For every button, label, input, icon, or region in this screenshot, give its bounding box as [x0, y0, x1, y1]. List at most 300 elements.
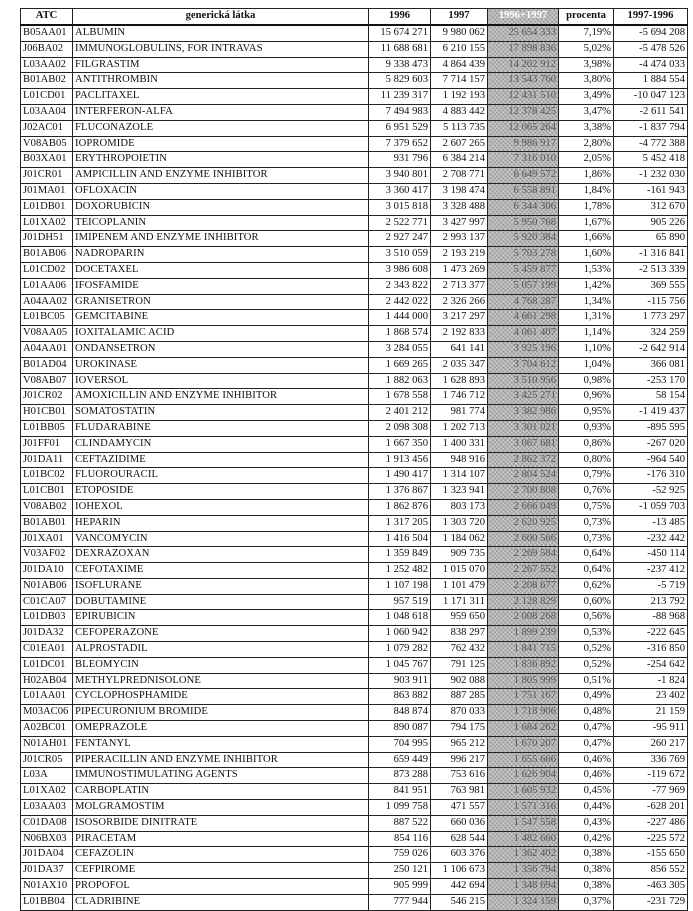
- cell-atc-code: J01DH51: [21, 231, 73, 247]
- table-row: [21, 183, 688, 199]
- cell-generic-name: MOLGRAMOSTIM: [73, 800, 369, 816]
- table-row: [21, 784, 688, 800]
- cell-generic-name: ISOFLURANE: [73, 578, 369, 594]
- cell-1996: 1 868 574: [369, 326, 431, 342]
- cell-difference: -267 020: [614, 436, 688, 452]
- cell-sum: 1 348 694: [488, 879, 559, 895]
- cell-generic-name: IOPROMIDE: [73, 136, 369, 152]
- table-row: [21, 594, 688, 610]
- table-row: [21, 373, 688, 389]
- table-row: [21, 800, 688, 816]
- cell-sum: 3 425 271: [488, 389, 559, 405]
- cell-sum: 1 805 999: [488, 673, 559, 689]
- cell-generic-name: EPIRUBICIN: [73, 610, 369, 626]
- cell-atc-code: N01AX10: [21, 879, 73, 895]
- cell-1997: 1 106 673: [431, 863, 488, 879]
- cell-generic-name: AMPICILLIN AND ENZYME INHIBITOR: [73, 168, 369, 184]
- table-row: [21, 389, 688, 405]
- cell-generic-name: ANTITHROMBIN: [73, 73, 369, 89]
- cell-percent: 0,44%: [559, 800, 614, 816]
- cell-atc-code: L03AA03: [21, 800, 73, 816]
- cell-1997: 1 746 712: [431, 389, 488, 405]
- cell-percent: 0,42%: [559, 831, 614, 847]
- table-row: [21, 452, 688, 468]
- cell-1997: 6 210 155: [431, 41, 488, 57]
- cell-1996: 903 911: [369, 673, 431, 689]
- table-row: [21, 815, 688, 831]
- cell-difference: -231 729: [614, 894, 688, 910]
- cell-percent: 0,52%: [559, 642, 614, 658]
- cell-1997: 753 616: [431, 768, 488, 784]
- cell-1996: 1 667 350: [369, 436, 431, 452]
- cell-1997: 791 125: [431, 657, 488, 673]
- cell-percent: 0,52%: [559, 657, 614, 673]
- cell-sum: 1 684 262: [488, 721, 559, 737]
- cell-generic-name: ALBUMIN: [73, 25, 369, 41]
- cell-difference: -1 059 703: [614, 499, 688, 515]
- cell-percent: 5,02%: [559, 41, 614, 57]
- cell-atc-code: L01AA01: [21, 689, 73, 705]
- table-row: [21, 657, 688, 673]
- cell-1997: 909 735: [431, 547, 488, 563]
- cell-atc-code: L01DC01: [21, 657, 73, 673]
- cell-1997: 948 916: [431, 452, 488, 468]
- cell-generic-name: DOCETAXEL: [73, 262, 369, 278]
- cell-percent: 0,98%: [559, 373, 614, 389]
- table-row: [21, 484, 688, 500]
- cell-sum: 2 208 677: [488, 578, 559, 594]
- table-row: [21, 894, 688, 910]
- table-row: [21, 468, 688, 484]
- cell-atc-code: J01XA01: [21, 531, 73, 547]
- table-row: [21, 341, 688, 357]
- cell-1997: 4 883 442: [431, 104, 488, 120]
- cell-percent: 3,49%: [559, 89, 614, 105]
- cell-1997: 1 184 062: [431, 531, 488, 547]
- cell-1996: 1 669 265: [369, 357, 431, 373]
- cell-1996: 1 862 876: [369, 499, 431, 515]
- cell-percent: 1,53%: [559, 262, 614, 278]
- cell-percent: 1,04%: [559, 357, 614, 373]
- cell-difference: -895 595: [614, 420, 688, 436]
- cell-1996: 704 995: [369, 736, 431, 752]
- cell-sum: 2 804 524: [488, 468, 559, 484]
- cell-difference: -225 572: [614, 831, 688, 847]
- cell-sum: 1 655 666: [488, 752, 559, 768]
- cell-1997: 2 713 377: [431, 278, 488, 294]
- cell-percent: 0,75%: [559, 499, 614, 515]
- cell-1997: 803 173: [431, 499, 488, 515]
- cell-percent: 0,43%: [559, 815, 614, 831]
- cell-1996: 759 026: [369, 847, 431, 863]
- cell-difference: -1 232 030: [614, 168, 688, 184]
- cell-atc-code: A04AA01: [21, 341, 73, 357]
- cell-percent: 1,34%: [559, 294, 614, 310]
- table-row: [21, 673, 688, 689]
- cell-percent: 1,78%: [559, 199, 614, 215]
- cell-generic-name: CYCLOPHOSPHAMIDE: [73, 689, 369, 705]
- cell-percent: 2,80%: [559, 136, 614, 152]
- cell-difference: 5 452 418: [614, 152, 688, 168]
- cell-1996: 3 360 417: [369, 183, 431, 199]
- cell-sum: 3 925 196: [488, 341, 559, 357]
- table-row: [21, 247, 688, 263]
- cell-atc-code: L03A: [21, 768, 73, 784]
- cell-difference: -5 694 208: [614, 25, 688, 41]
- cell-sum: 14 202 912: [488, 57, 559, 73]
- cell-sum: 2 128 829: [488, 594, 559, 610]
- cell-1996: 841 951: [369, 784, 431, 800]
- cell-percent: 0,73%: [559, 515, 614, 531]
- cell-generic-name: CLINDAMYCIN: [73, 436, 369, 452]
- table-row: [21, 626, 688, 642]
- cell-atc-code: V08AB05: [21, 136, 73, 152]
- cell-sum: 3 704 612: [488, 357, 559, 373]
- cell-1996: 3 986 608: [369, 262, 431, 278]
- cell-difference: -1 824: [614, 673, 688, 689]
- cell-generic-name: OFLOXACIN: [73, 183, 369, 199]
- cell-atc-code: B01AB06: [21, 247, 73, 263]
- cell-atc-code: J02AC01: [21, 120, 73, 136]
- cell-atc-code: B03XA01: [21, 152, 73, 168]
- cell-1996: 1 252 482: [369, 563, 431, 579]
- cell-1996: 3 510 059: [369, 247, 431, 263]
- cell-sum: 1 605 932: [488, 784, 559, 800]
- cell-atc-code: V08AB02: [21, 499, 73, 515]
- table-row: [21, 863, 688, 879]
- table-row: [21, 436, 688, 452]
- cell-atc-code: L01XA02: [21, 215, 73, 231]
- cell-1997: 2 326 266: [431, 294, 488, 310]
- cell-1997: 1 473 269: [431, 262, 488, 278]
- cell-sum: 2 862 372: [488, 452, 559, 468]
- cell-1996: 2 343 822: [369, 278, 431, 294]
- cell-difference: -628 201: [614, 800, 688, 816]
- cell-atc-code: M03AC06: [21, 705, 73, 721]
- cell-1996: 873 288: [369, 768, 431, 784]
- cell-1997: 2 708 771: [431, 168, 488, 184]
- cell-percent: 1,86%: [559, 168, 614, 184]
- cell-atc-code: L01AA06: [21, 278, 73, 294]
- cell-sum: 17 898 836: [488, 41, 559, 57]
- cell-sum: 1 751 167: [488, 689, 559, 705]
- cell-generic-name: IOXITALAMIC ACID: [73, 326, 369, 342]
- cell-1997: 1 015 070: [431, 563, 488, 579]
- cell-generic-name: BLEOMYCIN: [73, 657, 369, 673]
- cell-atc-code: A02BC01: [21, 721, 73, 737]
- cell-1997: 1 323 941: [431, 484, 488, 500]
- cell-generic-name: NADROPARIN: [73, 247, 369, 263]
- cell-percent: 0,46%: [559, 752, 614, 768]
- cell-sum: 2 269 584: [488, 547, 559, 563]
- cell-atc-code: J06BA02: [21, 41, 73, 57]
- cell-1996: 931 796: [369, 152, 431, 168]
- cell-generic-name: ONDANSETRON: [73, 341, 369, 357]
- cell-sum: 1 356 794: [488, 863, 559, 879]
- cell-generic-name: ALPROSTADIL: [73, 642, 369, 658]
- cell-percent: 0,62%: [559, 578, 614, 594]
- cell-percent: 3,98%: [559, 57, 614, 73]
- cell-difference: 366 081: [614, 357, 688, 373]
- cell-sum: 4 061 407: [488, 326, 559, 342]
- cell-generic-name: PROPOFOL: [73, 879, 369, 895]
- cell-atc-code: N06BX03: [21, 831, 73, 847]
- cell-1997: 628 544: [431, 831, 488, 847]
- cell-percent: 1,84%: [559, 183, 614, 199]
- cell-difference: -95 911: [614, 721, 688, 737]
- cell-percent: 0,38%: [559, 847, 614, 863]
- cell-difference: -88 968: [614, 610, 688, 626]
- cell-difference: -176 310: [614, 468, 688, 484]
- cell-atc-code: J01DA32: [21, 626, 73, 642]
- cell-generic-name: GRANISETRON: [73, 294, 369, 310]
- cell-atc-code: V08AA05: [21, 326, 73, 342]
- table-row: [21, 405, 688, 421]
- cell-1996: 659 449: [369, 752, 431, 768]
- cell-difference: -463 305: [614, 879, 688, 895]
- cell-percent: 0,45%: [559, 784, 614, 800]
- cell-generic-name: IOHEXOL: [73, 499, 369, 515]
- cell-1996: 863 882: [369, 689, 431, 705]
- table-row: [21, 705, 688, 721]
- cell-atc-code: L03AA02: [21, 57, 73, 73]
- cell-difference: 369 555: [614, 278, 688, 294]
- cell-sum: 1 841 715: [488, 642, 559, 658]
- cell-atc-code: L01BC05: [21, 310, 73, 326]
- table-row: [21, 357, 688, 373]
- cell-1997: 3 217 297: [431, 310, 488, 326]
- header-difference: 1997-1996: [614, 9, 688, 26]
- cell-generic-name: DOXORUBICIN: [73, 199, 369, 215]
- cell-1997: 603 376: [431, 847, 488, 863]
- table-row: [21, 721, 688, 737]
- cell-generic-name: DOBUTAMINE: [73, 594, 369, 610]
- cell-1996: 11 239 317: [369, 89, 431, 105]
- cell-sum: 5 950 768: [488, 215, 559, 231]
- cell-atc-code: H01CB01: [21, 405, 73, 421]
- cell-atc-code: L01BB04: [21, 894, 73, 910]
- cell-percent: 0,46%: [559, 768, 614, 784]
- cell-percent: 1,60%: [559, 247, 614, 263]
- cell-1997: 3 198 474: [431, 183, 488, 199]
- cell-difference: 324 259: [614, 326, 688, 342]
- cell-generic-name: GEMCITABINE: [73, 310, 369, 326]
- cell-sum: 6 558 891: [488, 183, 559, 199]
- cell-sum: 5 459 877: [488, 262, 559, 278]
- header-1996: 1996: [369, 9, 431, 26]
- cell-sum: 2 700 808: [488, 484, 559, 500]
- cell-atc-code: L01DB03: [21, 610, 73, 626]
- cell-sum: 2 620 925: [488, 515, 559, 531]
- cell-difference: -316 850: [614, 642, 688, 658]
- cell-difference: -115 756: [614, 294, 688, 310]
- cell-atc-code: L03AA04: [21, 104, 73, 120]
- cell-percent: 0,95%: [559, 405, 614, 421]
- cell-atc-code: L01CD02: [21, 262, 73, 278]
- cell-difference: 21 159: [614, 705, 688, 721]
- cell-difference: -232 442: [614, 531, 688, 547]
- cell-atc-code: V03AF02: [21, 547, 73, 563]
- table-row: [21, 420, 688, 436]
- cell-sum: 1 571 316: [488, 800, 559, 816]
- cell-percent: 0,38%: [559, 879, 614, 895]
- cell-1997: 838 297: [431, 626, 488, 642]
- cell-atc-code: J01DA11: [21, 452, 73, 468]
- cell-1996: 3 284 055: [369, 341, 431, 357]
- cell-1997: 794 175: [431, 721, 488, 737]
- cell-atc-code: B05AA01: [21, 25, 73, 41]
- table-row: [21, 531, 688, 547]
- cell-percent: 0,60%: [559, 594, 614, 610]
- cell-1996: 7 379 652: [369, 136, 431, 152]
- cell-generic-name: IOVERSOL: [73, 373, 369, 389]
- cell-1996: 3 015 818: [369, 199, 431, 215]
- cell-difference: 336 769: [614, 752, 688, 768]
- cell-generic-name: ERYTHROPOIETIN: [73, 152, 369, 168]
- cell-difference: -964 540: [614, 452, 688, 468]
- cell-1996: 2 522 771: [369, 215, 431, 231]
- cell-1997: 762 432: [431, 642, 488, 658]
- cell-generic-name: METHYLPREDNISOLONE: [73, 673, 369, 689]
- table-row: [21, 73, 688, 89]
- cell-sum: 1 836 892: [488, 657, 559, 673]
- cell-generic-name: ETOPOSIDE: [73, 484, 369, 500]
- cell-1997: 965 212: [431, 736, 488, 752]
- cell-percent: 0,73%: [559, 531, 614, 547]
- cell-1996: 1 045 767: [369, 657, 431, 673]
- cell-1996: 848 874: [369, 705, 431, 721]
- cell-1996: 905 999: [369, 879, 431, 895]
- cell-percent: 3,47%: [559, 104, 614, 120]
- cell-generic-name: CEFOPERAZONE: [73, 626, 369, 642]
- cell-sum: 1 670 207: [488, 736, 559, 752]
- cell-percent: 1,31%: [559, 310, 614, 326]
- cell-1996: 854 116: [369, 831, 431, 847]
- cell-1996: 1 678 558: [369, 389, 431, 405]
- cell-sum: 5 057 199: [488, 278, 559, 294]
- cell-difference: -13 485: [614, 515, 688, 531]
- cell-sum: 3 067 681: [488, 436, 559, 452]
- cell-generic-name: DEXRAZOXAN: [73, 547, 369, 563]
- cell-1996: 1 060 942: [369, 626, 431, 642]
- cell-generic-name: AMOXICILLIN AND ENZYME INHIBITOR: [73, 389, 369, 405]
- cell-generic-name: UROKINASE: [73, 357, 369, 373]
- cell-generic-name: IMIPENEM AND ENZYME INHIBITOR: [73, 231, 369, 247]
- cell-difference: -253 170: [614, 373, 688, 389]
- cell-difference: 260 217: [614, 736, 688, 752]
- cell-difference: -155 650: [614, 847, 688, 863]
- cell-sum: 1 899 239: [488, 626, 559, 642]
- cell-1997: 959 650: [431, 610, 488, 626]
- cell-1997: 1 192 193: [431, 89, 488, 105]
- header-percent: procenta: [559, 9, 614, 26]
- cell-sum: 7 316 010: [488, 152, 559, 168]
- cell-atc-code: H02AB04: [21, 673, 73, 689]
- cell-1997: 2 193 219: [431, 247, 488, 263]
- cell-generic-name: IMMUNOSTIMULATING AGENTS: [73, 768, 369, 784]
- cell-generic-name: FLUDARABINE: [73, 420, 369, 436]
- cell-sum: 1 547 558: [488, 815, 559, 831]
- cell-difference: 856 552: [614, 863, 688, 879]
- cell-1997: 1 628 893: [431, 373, 488, 389]
- cell-percent: 1,66%: [559, 231, 614, 247]
- cell-difference: -5 719: [614, 578, 688, 594]
- cell-1996: 2 442 022: [369, 294, 431, 310]
- cell-sum: 6 649 572: [488, 168, 559, 184]
- cell-generic-name: CEFPIROME: [73, 863, 369, 879]
- cell-1996: 2 927 247: [369, 231, 431, 247]
- cell-difference: 1 773 297: [614, 310, 688, 326]
- cell-generic-name: HEPARIN: [73, 515, 369, 531]
- cell-atc-code: J01DA10: [21, 563, 73, 579]
- header-generic-name: generická látka: [73, 9, 369, 26]
- cell-atc-code: L01CD01: [21, 89, 73, 105]
- cell-percent: 0,64%: [559, 563, 614, 579]
- cell-difference: -4 772 388: [614, 136, 688, 152]
- cell-sum: 3 301 021: [488, 420, 559, 436]
- cell-1997: 2 607 265: [431, 136, 488, 152]
- cell-1996: 1 107 198: [369, 578, 431, 594]
- cell-sum: 3 382 986: [488, 405, 559, 421]
- cell-sum: 12 431 510: [488, 89, 559, 105]
- table-row: [21, 563, 688, 579]
- cell-percent: 0,56%: [559, 610, 614, 626]
- cell-percent: 1,10%: [559, 341, 614, 357]
- table-row: [21, 736, 688, 752]
- cell-1997: 2 993 137: [431, 231, 488, 247]
- cell-atc-code: J01DA37: [21, 863, 73, 879]
- cell-generic-name: IFOSFAMIDE: [73, 278, 369, 294]
- cell-sum: 4 768 287: [488, 294, 559, 310]
- cell-difference: -450 114: [614, 547, 688, 563]
- table-row: [21, 215, 688, 231]
- cell-percent: 0,48%: [559, 705, 614, 721]
- cell-percent: 0,76%: [559, 484, 614, 500]
- cell-difference: -161 943: [614, 183, 688, 199]
- cell-1997: 1 314 107: [431, 468, 488, 484]
- cell-difference: -119 672: [614, 768, 688, 784]
- header-1997: 1997: [431, 9, 488, 26]
- cell-generic-name: FENTANYL: [73, 736, 369, 752]
- cell-sum: 3 510 956: [488, 373, 559, 389]
- cell-sum: 12 065 264: [488, 120, 559, 136]
- table-row: [21, 152, 688, 168]
- table-row: [21, 879, 688, 895]
- cell-difference: -2 513 339: [614, 262, 688, 278]
- drug-consumption-table: [20, 8, 688, 911]
- cell-generic-name: CEFTAZIDIME: [73, 452, 369, 468]
- cell-1996: 1 416 504: [369, 531, 431, 547]
- cell-1997: 981 774: [431, 405, 488, 421]
- cell-generic-name: OMEPRAZOLE: [73, 721, 369, 737]
- cell-atc-code: J01DA04: [21, 847, 73, 863]
- cell-percent: 0,93%: [559, 420, 614, 436]
- cell-1997: 763 981: [431, 784, 488, 800]
- table-row: [21, 831, 688, 847]
- cell-sum: 12 378 425: [488, 104, 559, 120]
- cell-difference: -1 837 794: [614, 120, 688, 136]
- table-row: [21, 278, 688, 294]
- table-row: [21, 689, 688, 705]
- table-row: [21, 104, 688, 120]
- table-row: [21, 752, 688, 768]
- cell-generic-name: FLUOROURACIL: [73, 468, 369, 484]
- cell-generic-name: CEFAZOLIN: [73, 847, 369, 863]
- cell-difference: -237 412: [614, 563, 688, 579]
- cell-1996: 6 951 529: [369, 120, 431, 136]
- table-row: [21, 136, 688, 152]
- cell-difference: -2 642 914: [614, 341, 688, 357]
